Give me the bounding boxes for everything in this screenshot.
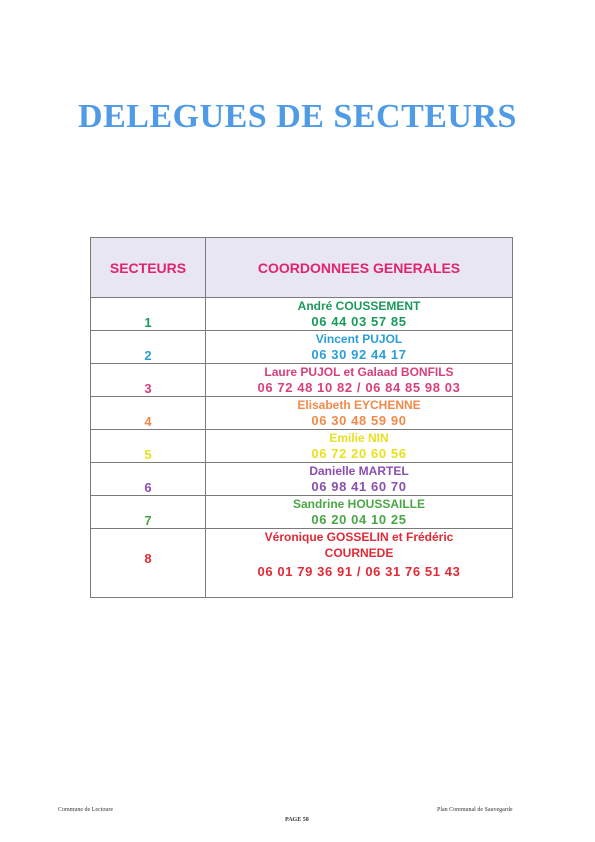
table-header-row: [91, 238, 513, 298]
header-coordonnees: COORDONNEES GENERALES: [206, 238, 513, 298]
footer-left: Commune de Lectoure: [58, 807, 113, 813]
delegate-name: Sandrine HOUSSAILLE: [292, 497, 426, 511]
delegate-name: Elisabeth EYCHENNE: [297, 398, 421, 412]
table-row: [91, 331, 513, 364]
sector-delegates-table: [90, 237, 513, 598]
footer-page-number: PAGE 58: [285, 817, 309, 823]
sector-number: 7: [91, 496, 206, 529]
delegate-phone: 06 44 03 57 85: [311, 314, 407, 329]
delegate-name: Laure PUJOL et Galaad BONFILS: [264, 365, 454, 379]
delegate-contact: [206, 298, 513, 331]
sector-number: 1: [91, 298, 206, 331]
footer-right: Plan Communal de Sauvegarde: [437, 807, 513, 813]
delegate-name: Danielle MARTEL: [309, 464, 409, 478]
delegate-contact: [206, 496, 513, 529]
table-row: [91, 364, 513, 397]
sector-number: 4: [91, 397, 206, 430]
table-row: [91, 496, 513, 529]
sector-number: 5: [91, 430, 206, 463]
delegate-contact: [206, 463, 513, 496]
delegate-contact: [206, 364, 513, 397]
sector-number: 6: [91, 463, 206, 496]
delegate-name-continued: COURNEDE: [324, 546, 394, 560]
delegate-contact: [206, 430, 513, 463]
delegate-phone: 06 72 20 60 56: [311, 446, 407, 461]
delegate-contact: [206, 331, 513, 364]
table-row: [91, 397, 513, 430]
delegate-phone: 06 30 48 59 90: [311, 413, 407, 428]
delegate-phone: 06 01 79 36 91 / 06 31 76 51 43: [257, 564, 461, 579]
delegate-contact: [206, 529, 513, 598]
header-secteurs: SECTEURS: [91, 238, 206, 298]
table-row: [91, 529, 513, 598]
delegate-phone: 06 72 48 10 82 / 06 84 85 98 03: [257, 380, 461, 395]
sector-number: 2: [91, 331, 206, 364]
delegate-name: Véronique GOSSELIN et Frédéric: [264, 530, 454, 544]
sector-number: 8: [91, 529, 206, 598]
table-row: [91, 298, 513, 331]
delegate-contact: [206, 397, 513, 430]
page-title: DELEGUES DE SECTEURS: [78, 98, 517, 135]
delegate-name: Vincent PUJOL: [315, 332, 403, 346]
table-row: [91, 463, 513, 496]
table-row: [91, 430, 513, 463]
delegate-name: André COUSSEMENT: [297, 299, 421, 313]
delegate-phone: 06 98 41 60 70: [311, 479, 407, 494]
delegate-phone: 06 30 92 44 17: [311, 347, 407, 362]
delegate-name: Emilie NIN: [329, 431, 389, 445]
sector-number: 3: [91, 364, 206, 397]
delegate-phone: 06 20 04 10 25: [311, 512, 407, 527]
